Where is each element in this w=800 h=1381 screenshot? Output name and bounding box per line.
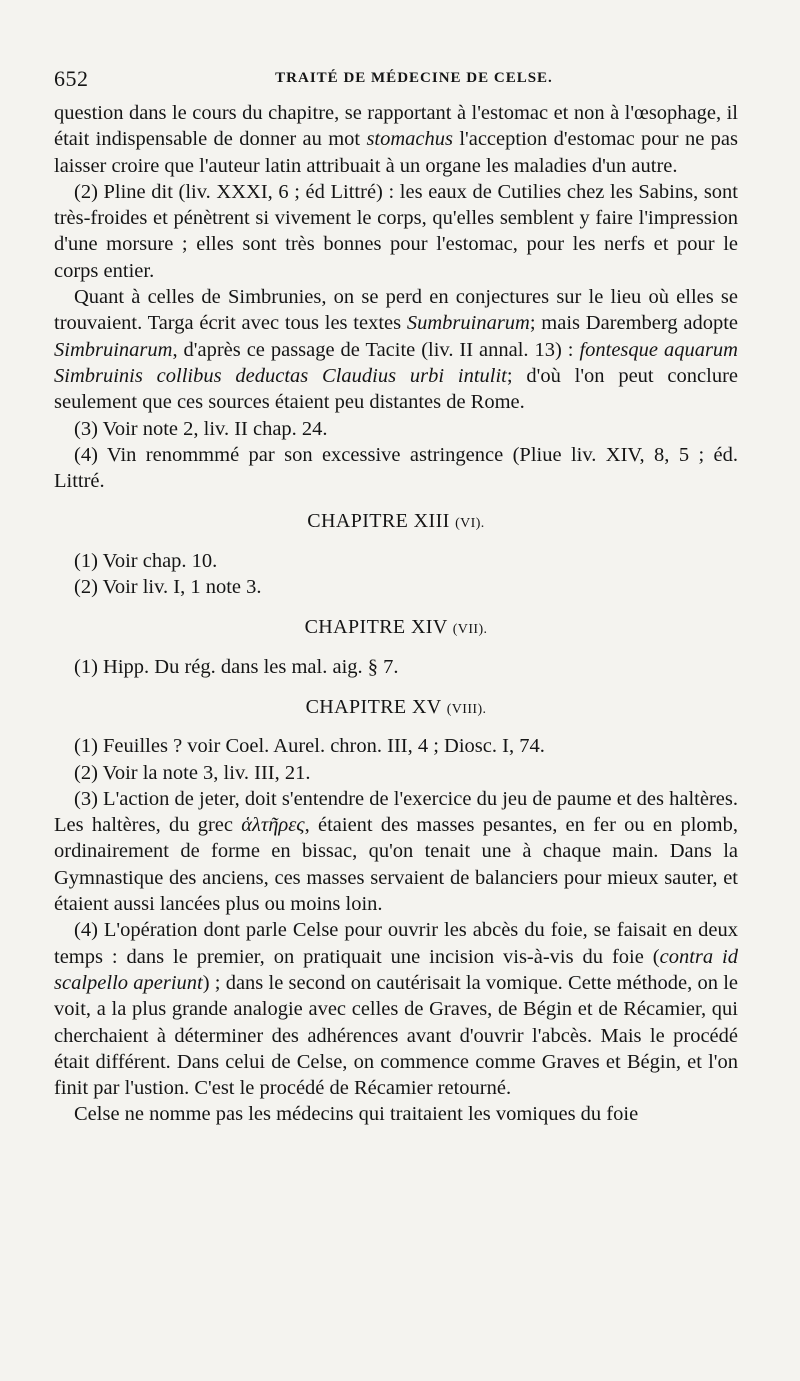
ch13-note-1: (1) Voir chap. 10.	[74, 549, 218, 572]
ch15-note-2: (2) Voir la note 3, liv. III, 21.	[74, 761, 311, 784]
page-header	[54, 66, 734, 90]
paragraph-last: Celse ne nomme pas les médecins qui traitaient les vomiques du foie	[74, 1103, 639, 1126]
page-number: 652	[54, 66, 89, 91]
running-title: TRAITÉ DE MÉDECINE DE CELSE.	[275, 70, 553, 86]
ch15-note-1: (1) Feuilles ? voir Coel. Aurel. chron. III, 4 ; Diosc. I, 74.	[74, 735, 545, 758]
chapter-14-heading: CHAPITRE XIV (VII).	[304, 616, 488, 639]
paragraph-continuation: question dans le cours du chapitre, se rapportant à l'estomac et non à l'œsophage, il était indispensable de donner au mot stomachus l'acception d'estomac pour ne pas laisser croire que l'auteur latin attribuait à un organe les maladies d'un autre.	[54, 102, 738, 177]
note-4: (4) Vin renommmé par son excessive astringence (Pliue liv. XIV, 8, 5 ; éd. Littré.	[54, 443, 738, 493]
note-2-pline: (2) Pline dit (liv. XXXI, 6 ; éd Littré) : les eaux de Cutilies chez les Sabins, sont très-froides et pénètrent si vivement le corps, qu'elles semblent y faire l'impression d'une morsure ; elles sont très bonnes pour l'estomac, pour les nerfs et pour le corps entier.	[54, 180, 738, 282]
paragraph-simbrunies: Quant à celles de Simbrunies, on se perd en conjectures sur le lieu où elles se trouvaient. Targa écrit avec tous les textes Sumbruinarum; mais Daremberg adopte Simbruinarum, d'après ce passage de Tacite (liv. II annal. 13) : fontesque aquarum Simbruinis collibus deductas Claudius urbi intulit; d'où l'on peut conclure seulement que ces sources étaient peu distantes de Rome.	[54, 286, 738, 414]
chapter-13-heading: CHAPITRE XIII (VI).	[307, 510, 485, 533]
note-3: (3) Voir note 2, liv. II chap. 24.	[74, 417, 328, 440]
ch14-note-1: (1) Hipp. Du rég. dans les mal. aig. § 7.	[74, 655, 399, 678]
chapter-15-heading: CHAPITRE XV (VIII).	[305, 695, 487, 718]
page-body	[54, 100, 738, 1128]
ch15-note-4: (4) L'opération dont parle Celse pour ouvrir les abcès du foie, se faisait en deux temps : dans le premier, on pratiquait une incision vis-à-vis du foie (contra id scalpello aperiunt) ; dans le second on cautérisait la vomique. Cette méthode, on le voit, a la plus grande analogie avec celles de Graves, de Bégin et de Récamier, qui cherchaient à déterminer des adhérences avant d'ouvrir l'abcès. Mais le procédé était différent. Dans celui de Celse, on commence comme Graves et Bégin, et l'on finit par l'ustion. C'est le procédé de Récamier retourné.	[54, 919, 739, 1100]
ch15-note-3: (3) L'action de jeter, doit s'entendre de l'exercice du jeu de paume et des haltères. Les haltères, du grec ἁλτῆρες, étaient des masses pesantes, en fer ou en plomb, ordinairement de forme en bissac, qu'on tenait une à chaque main. Dans la Gymnastique des anciens, ces masses servaient de balanciers pour mieux sauter, et étaient aussi lancées plus ou moins loin.	[54, 787, 738, 916]
ch13-note-2: (2) Voir liv. I, 1 note 3.	[74, 576, 262, 599]
